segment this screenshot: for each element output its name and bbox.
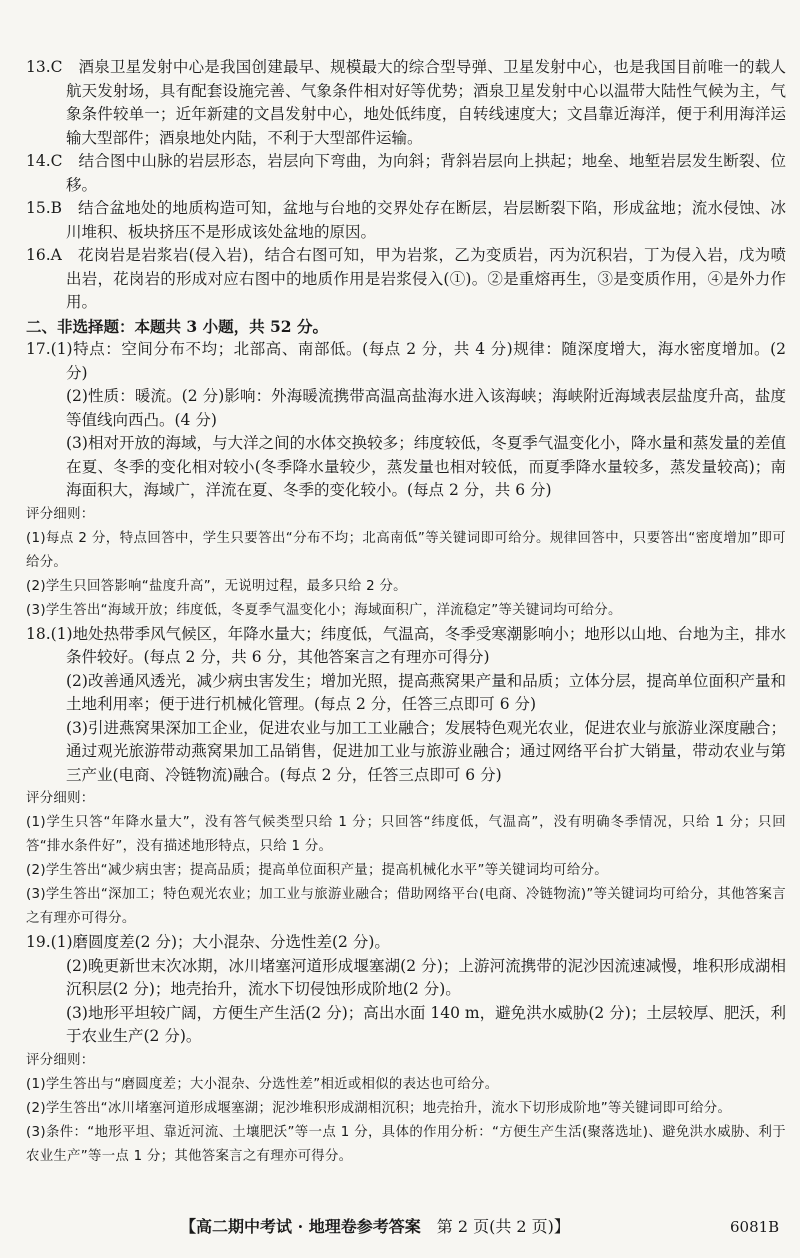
q18-rules-title: 评分细则： <box>26 791 95 806</box>
q18-rule-3: (3)学生答出“深加工；特色观光农业；加工业与旅游业融合；借助网络平台(电商、冷链物流)”等关键词均可给分，其他答案言之有理亦可得分。 <box>26 887 786 926</box>
q19-part1: 19.(1)磨圆度差(2 分)；大小混杂、分选性差(2 分)。 <box>26 933 390 951</box>
q17-rule-1: (1)每点 2 分，特点回答中，学生只要答出“分布不均；北高南低”等关键词即可给分。规律回答中，只要答出“密度增加”即可给分。 <box>26 530 786 570</box>
q17-rule-3: (3)学生答出“海域开放；纬度低，冬夏季气温变化小；海域面积广，洋流稳定”等关键词均可给分。 <box>26 602 622 618</box>
q17-rule-2: (2)学生只回答影响“盐度升高”，无说明过程，最多只给 2 分。 <box>26 578 407 594</box>
q17-part2: (2)性质：暖流。(2 分)影响：外海暖流携带高温高盐海水进入该海峡；海峡附近海域表层盐度升高，盐度等值线向西凸。(4 分) <box>66 387 786 429</box>
q19-rules-title: 评分细则： <box>26 1052 95 1068</box>
q18-rule-2: (2)学生答出“减少病虫害；提高品质；提高单位面积产量；提高机械化水平”等关键词均可给分。 <box>26 863 608 878</box>
q19-rule-1: (1)学生答出与“磨圆度差；大小混杂、分选性差”相近或相似的表达也可给分。 <box>26 1076 499 1092</box>
q19-part2: (2)晚更新世末次冰期，冰川堵塞河道形成堰塞湖(2 分)；上游河流携带的泥沙因流速减慢，堆积形成湖相沉积层(2 分)；地壳抬升，流水下切侵蚀形成阶地(2 分)。 <box>66 956 786 998</box>
footer-page-number: 第 2 页(共 2 页)】 <box>436 1217 570 1236</box>
q19-rule-2: (2)学生答出“冰川堵塞河道形成堰塞湖；泥沙堆积形成湖相沉积；地壳抬升，流水下切形成阶地”等关键词即可给分。 <box>26 1100 732 1116</box>
answer-sheet <box>26 56 786 1169</box>
q19-part3: (3)地形平坦较广阔，方便生产生活(2 分)；高出水面 140 m，避免洪水威胁(2 分)；土层较厚、肥沃，利于农业生产(2 分)。 <box>66 1003 786 1045</box>
q17-part3: (3)相对开放的海域，与大洋之间的水体交换较多；纬度较低，冬夏季气温变化小，降水量和蒸发量的差值在夏、冬季的变化相对较小(冬季降水量较少，蒸发量也相对较低，而夏季降水量较多，蒸发量较高)；南海面积大，海域广，洋流在夏、冬季的变化较小。(每点 2 分，共 6 分) <box>66 434 786 499</box>
answer-13: 13.C 酒泉卫星发射中心是我国创建最早、规模最大的综合型导弹、卫星发射中心，也是我国目前唯一的载人航天发射场，具有配套设施完善、气象条件相对好等优势；酒泉卫星发射中心以温带大陆性气候为主，气象条件较单一；近年新建的文昌发射中心，地处低纬度，自转线速度大；文昌靠近海洋，便于利用海洋运输大型部件；酒泉地处内陆，不利于大型部件运输。 <box>26 58 786 147</box>
q18-part3: (3)引进燕窝果深加工企业，促进农业与加工工业融合；发展特色观光农业，促进农业与旅游业深度融合；通过观光旅游带动燕窝果加工品销售，促进加工业与旅游业融合；通过网络平台扩大销量，带动农业与第三产业(电商、冷链物流)融合。(每点 2 分，任答三点即可 6 分) <box>66 718 786 784</box>
q17-part1: 17.(1)特点：空间分布不均；北部高、南部低。(每点 2 分，共 4 分)规律：随深度增大，海水密度增加。(2 分) <box>26 340 786 382</box>
q18-part1: 18.(1)地处热带季风气候区，年降水量大；纬度低，气温高，冬季受寒潮影响小；地形以山地、台地为主，排水条件较好。(每点 2 分，共 6 分，其他答案言之有理亦可得分) <box>26 624 786 666</box>
q18-part2: (2)改善通风透光，减少病虫害发生；增加光照，提高燕窝果产量和品质；立体分层，提高单位面积产量和土地利用率；便于进行机械化管理。(每点 2 分，任答三点即可 6 分) <box>66 671 786 713</box>
q18-rule-1: (1)学生只答“年降水量大”，没有答气候类型只给 1 分；只回答“纬度低，气温高”，没有明确冬季情况，只给 1 分；只回答“排水条件好”，没有描述地形特点，只给 1 分。 <box>26 815 786 854</box>
q17-rules-title: 评分细则： <box>26 506 95 522</box>
answer-16: 16.A 花岗岩是岩浆岩(侵入岩)，结合右图可知，甲为岩浆，乙为变质岩，丙为沉积岩，丁为侵入岩，戊为喷出岩，花岗岩的形成对应右图中的地质作用是岩浆侵入(①)。②是重熔再生，③是变质作用，④是外力作用。 <box>26 246 786 311</box>
section-2-title: 二、非选择题：本题共 3 小题，共 52 分。 <box>26 316 328 336</box>
footer-code: 6081B <box>730 1218 780 1236</box>
answer-15: 15.B 结合盆地处的地质构造可知，盆地与台地的交界处存在断层，岩层断裂下陷，形成盆地；流水侵蚀、冰川堆积、板块挤压不是形成该处盆地的原因。 <box>26 199 786 241</box>
footer-title: 【高二期中考试 · 地理卷参考答案 第 2 页(共 2 页)】 <box>180 1217 570 1236</box>
answer-14: 14.C 结合图中山脉的岩层形态，岩层向下弯曲，为向斜；背斜岩层向上拱起；地垒、地堑岩层发生断裂、位移。 <box>26 152 786 194</box>
q19-rule-3: (3)条件：“地形平坦、靠近河流、土壤肥沃”等一点 1 分，具体的作用分析：“方便生产生活(聚落选址)、避免洪水威胁、利于农业生产”等一点 1 分；其他答案言之有理亦可得分。 <box>26 1124 786 1164</box>
